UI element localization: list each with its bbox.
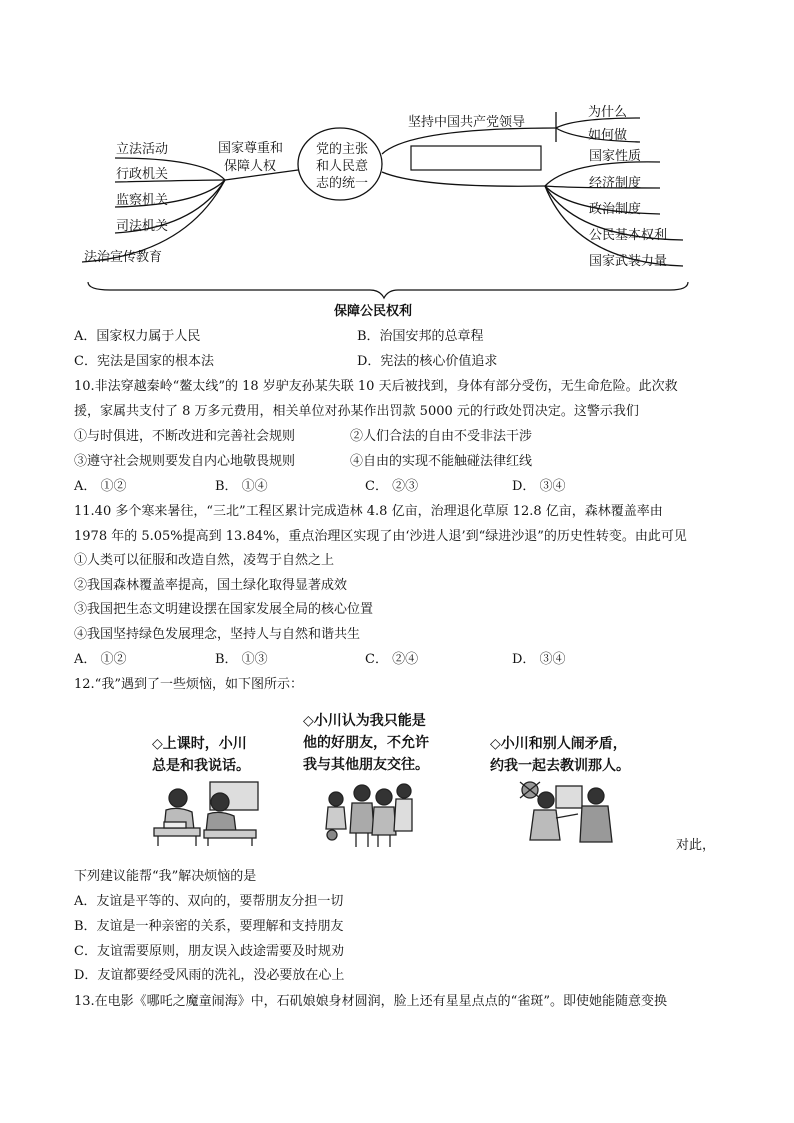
q11-item-1: ①人类可以征服和改造自然，凌驾于自然之上 bbox=[74, 553, 335, 568]
q10-item-2: ②人们合法的自由不受非法干涉 bbox=[350, 429, 533, 444]
right-item-armed-forces: 国家武装力量 bbox=[589, 254, 668, 269]
q10-option-d: D． ③④ bbox=[512, 479, 566, 494]
q11-option-d: D． ③④ bbox=[512, 652, 566, 667]
q12-card-1-line-1: ◇上课时，小川 bbox=[152, 736, 247, 752]
q12-card-3-line-1: ◇小川和别人闹矛盾， bbox=[490, 736, 627, 752]
q12-card-2 bbox=[303, 710, 429, 776]
left-node-line-2: 保障人权 bbox=[224, 159, 277, 174]
center-line-1: 党的主张 bbox=[316, 142, 369, 157]
q12-option-b: B．友谊是一种亲密的关系，要理解和支持朋友 bbox=[74, 919, 344, 934]
q10-stem-2: 援，家属共支付了 8 万多元费用，相关单位对孙某作出罚款 5000 元的行政处罚决定。这警示我们 bbox=[74, 404, 639, 419]
left-item-supervisory: 监察机关 bbox=[116, 193, 169, 208]
center-line-3: 志的统一 bbox=[316, 176, 369, 191]
q9-option-b: B．治国安邦的总章程 bbox=[357, 329, 484, 344]
q12-card-3 bbox=[490, 733, 630, 777]
top-right-item-how: 如何做 bbox=[588, 128, 628, 143]
q12-card-2-line-2: 他的好朋友，不允许 bbox=[303, 735, 429, 751]
q13-stem: 13.在电影《哪吒之魔童闹海》中，石矶娘娘身材圆润，脸上还有星星点点的“雀斑”。即使她能随意变换 bbox=[74, 994, 667, 1009]
q11-option-c: C． ②④ bbox=[365, 652, 419, 667]
q12-card-2-line-3: 我与其他朋友交往。 bbox=[303, 757, 429, 773]
q10-option-c: C． ②③ bbox=[365, 479, 419, 494]
q11-item-2: ②我国森林覆盖率提高，国土绿化取得显著成效 bbox=[74, 578, 348, 593]
left-item-education: 法治宣传教育 bbox=[84, 250, 163, 265]
answer-blank-box bbox=[411, 146, 541, 170]
center-line-2: 和人民意 bbox=[316, 159, 369, 174]
q9-option-c: C．宪法是国家的根本法 bbox=[74, 354, 214, 369]
cartoon-classroom-whisper bbox=[150, 780, 262, 846]
q10-item-1: ①与时俱进，不断改进和完善社会规则 bbox=[74, 429, 296, 444]
left-item-administrative: 行政机关 bbox=[116, 167, 169, 182]
cartoon-invite-fight bbox=[516, 778, 616, 844]
q9-option-a: A．国家权力属于人民 bbox=[74, 329, 201, 344]
q11-item-4: ④我国坚持绿色发展理念，坚持人与自然和谐共生 bbox=[74, 627, 361, 642]
right-item-economy: 经济制度 bbox=[589, 176, 642, 191]
top-right-item-why: 为什么 bbox=[588, 105, 628, 120]
q10-option-b: B． ①④ bbox=[215, 479, 268, 494]
q12-lead: 下列建议能帮“我”解决烦恼的是 bbox=[74, 869, 257, 884]
q10-item-4: ④自由的实现不能触碰法律红线 bbox=[350, 454, 533, 469]
right-item-nature: 国家性质 bbox=[589, 149, 642, 164]
right-item-rights: 公民基本权利 bbox=[589, 228, 668, 243]
q12-after: 对此， bbox=[676, 838, 716, 853]
left-item-judicial: 司法机关 bbox=[116, 219, 169, 234]
right-item-politics: 政治制度 bbox=[589, 202, 642, 217]
q12-stem: 12.“我”遇到了一些烦恼，如下图所示： bbox=[74, 677, 303, 692]
q12-option-a: A．友谊是平等的、双向的，要帮朋友分担一切 bbox=[74, 894, 344, 909]
q11-stem-1: 11.40 多个寒来暑往，“三北”工程区累计完成造林 4.8 亿亩，治理退化草原 12.8 亿亩，森林覆盖率由 bbox=[74, 504, 663, 519]
q11-option-a: A． ①② bbox=[74, 652, 127, 667]
q12-option-c: C．友谊需要原则，朋友误入歧途需要及时规劝 bbox=[74, 944, 344, 959]
q12-card-1-line-2: 总是和我说话。 bbox=[152, 758, 250, 774]
left-item-legislation: 立法活动 bbox=[116, 142, 169, 157]
top-right-node: 坚持中国共产党领导 bbox=[408, 115, 526, 130]
bottom-label: 保障公民权利 bbox=[334, 304, 413, 319]
q12-card-1 bbox=[152, 733, 250, 777]
q12-option-d: D．友谊都要经受风雨的洗礼，没必要放在心上 bbox=[74, 968, 345, 983]
q12-card-2-line-1: ◇小川认为我只能是 bbox=[303, 713, 426, 729]
q10-option-a: A． ①② bbox=[74, 479, 127, 494]
q10-item-3: ③遵守社会规则要发自内心地敬畏规则 bbox=[74, 454, 296, 469]
q12-card-3-line-2: 约我一起去教训那人。 bbox=[490, 758, 630, 774]
mindmap-lines bbox=[0, 0, 794, 320]
q9-option-d: D．宪法的核心价值追求 bbox=[357, 354, 498, 369]
q10-stem-1: 10.非法穿越秦岭“鳌太线”的 18 岁驴友孙某失联 10 天后被找到，身体有部分受伤，无生命危险。此次救 bbox=[74, 379, 678, 394]
q11-item-3: ③我国把生态文明建设摆在国家发展全局的核心位置 bbox=[74, 602, 374, 617]
q11-option-b: B． ①③ bbox=[215, 652, 268, 667]
left-node-line-1: 国家尊重和 bbox=[218, 141, 284, 156]
cartoon-friends-group bbox=[322, 777, 414, 847]
q11-stem-2: 1978 年的 5.05%提高到 13.84%，重点治理区实现了由‘沙进人退’到“绿进沙退”的历史性转变。由此可见 bbox=[74, 529, 687, 544]
